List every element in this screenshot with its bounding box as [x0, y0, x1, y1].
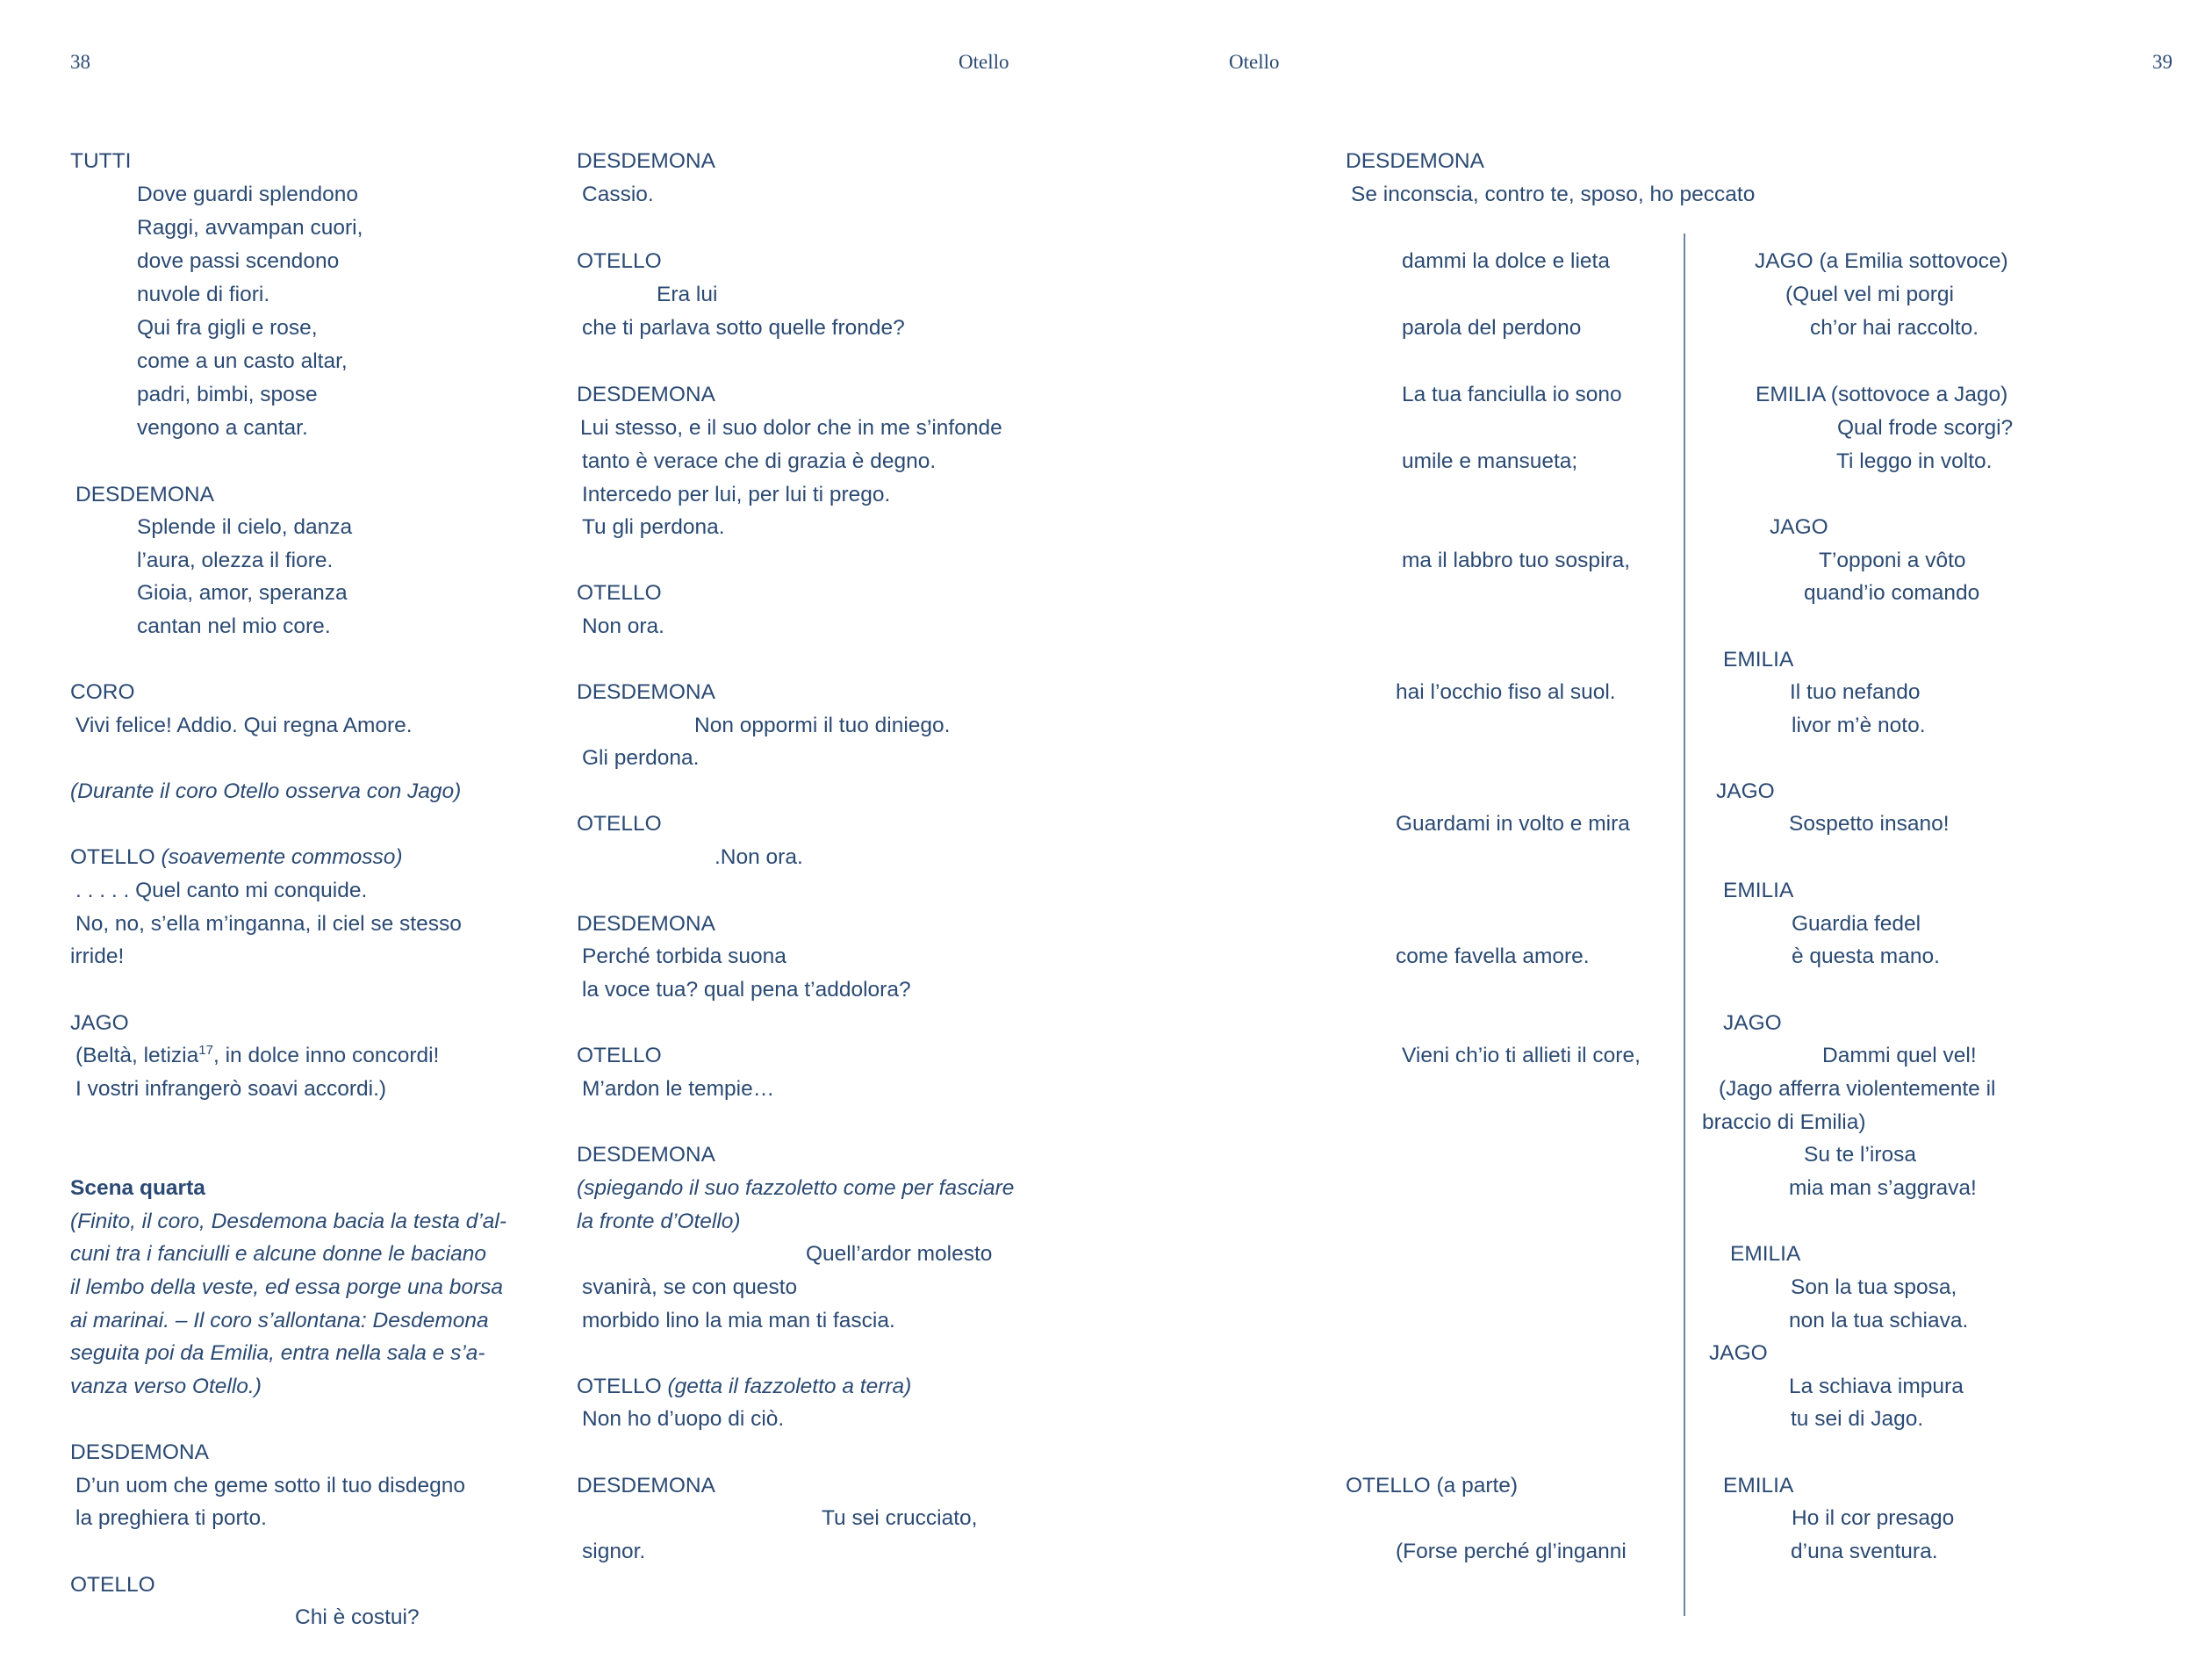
- speaker-desdemona: DESDEMONA: [577, 1474, 715, 1497]
- stage-direction: il lembo della veste, ed essa porge una borsa: [70, 1275, 504, 1299]
- verse-line: Gli perdona.: [582, 746, 700, 770]
- verse-line: padri, bimbi, spose: [137, 383, 318, 406]
- verse-line: Qual frode scorgi?: [1837, 416, 2014, 440]
- verse-line: l’aura, olezza il fiore.: [137, 549, 334, 572]
- stage-direction: cuni tra i fanciulli e alcune donne le baciano: [70, 1242, 486, 1266]
- verse-line: D’un uom che geme sotto il tuo disdegno: [75, 1474, 465, 1497]
- speaker-jago: JAGO: [1709, 1341, 1768, 1365]
- verse-line: .Non ora.: [715, 845, 803, 869]
- verse-line: come a un casto altar,: [137, 349, 348, 373]
- verse-line: che ti parlava sotto quelle fronde?: [582, 316, 905, 340]
- verse-line: No, no, s’ella m’inganna, il ciel se stesso: [75, 912, 462, 936]
- verse-line: Se inconscia, contro te, sposo, ho peccato: [1351, 183, 1756, 206]
- verse-line: Guardami in volto e mira: [1396, 812, 1630, 836]
- speaker-emilia: EMILIA (sottovoce a Jago): [1756, 383, 2008, 406]
- stage-direction: (Jago afferra violentemente il: [1719, 1077, 1996, 1101]
- speaker-desdemona: DESDEMONA: [577, 680, 715, 704]
- verse-line: M’ardon le tempie…: [582, 1077, 775, 1101]
- verse-line: (Forse perché gl’inganni: [1396, 1540, 1627, 1563]
- speaker-desdemona: DESDEMONA: [1346, 149, 1484, 173]
- speaker-emilia: EMILIA: [1723, 1474, 1794, 1497]
- verse-line: Raggi, avvampan cuori,: [137, 216, 363, 240]
- speaker-jago: JAGO: [1770, 515, 1828, 539]
- verse-line: . . . . . Quel canto mi conquide.: [75, 879, 368, 902]
- right-running-title: Otello: [1229, 51, 1280, 73]
- speaker-desdemona: DESDEMONA: [70, 1440, 209, 1464]
- verse-line: Perché torbida suona: [582, 944, 786, 968]
- speaker-otello: OTELLO: [577, 812, 662, 836]
- verse-line: hai l’occhio fiso al suol.: [1396, 680, 1616, 704]
- stage-direction: braccio di Emilia): [1702, 1110, 1866, 1134]
- verse-line: Gioia, amor, speranza: [137, 581, 348, 605]
- verse-line: vengono a cantar.: [137, 416, 308, 440]
- speaker-emilia: EMILIA: [1723, 648, 1794, 672]
- verse-line: Sospetto insano!: [1789, 812, 1950, 836]
- verse-line: tanto è verace che di grazia è degno.: [582, 449, 937, 473]
- speaker-name: OTELLO: [577, 1375, 662, 1398]
- stage-direction: (getta il fazzoletto a terra): [667, 1375, 912, 1398]
- speaker-desdemona: DESDEMONA: [75, 483, 214, 506]
- stage-direction: (soavemente commosso): [161, 845, 403, 869]
- verse-text: (Beltà, letizia: [75, 1044, 199, 1067]
- stage-direction: ai marinai. – Il coro s’allontana: Desdemona: [70, 1309, 489, 1332]
- speaker-tutti: TUTTI: [70, 149, 132, 173]
- stage-direction: (Durante il coro Otello osserva con Jago): [70, 779, 462, 803]
- verse-line: Son la tua sposa,: [1791, 1275, 1957, 1299]
- verse-line: La schiava impura: [1789, 1375, 1964, 1398]
- verse-line: Guardia fedel: [1792, 912, 1921, 936]
- speaker-otello: OTELLO: [577, 581, 662, 605]
- left-page-number: 38: [70, 51, 90, 73]
- footnote-marker: 17: [198, 1042, 213, 1058]
- verse-line: umile e mansueta;: [1402, 449, 1578, 473]
- verse-line: Chi è costui?: [295, 1605, 420, 1629]
- verse-line: Intercedo per lui, per lui ti prego.: [582, 483, 891, 506]
- verse-line: ch’or hai raccolto.: [1810, 316, 1979, 340]
- column-divider-rule: [1684, 233, 1685, 1616]
- right-page-number: 39: [2152, 51, 2172, 73]
- verse-line: d’una sventura.: [1791, 1540, 1938, 1563]
- verse-line: Non oppormi il tuo diniego.: [694, 714, 951, 737]
- verse-line: è questa mano.: [1792, 944, 1940, 968]
- verse-line: la voce tua? qual pena t’addolora?: [582, 978, 911, 1002]
- verse-line: Tu gli perdona.: [582, 515, 725, 539]
- verse-line: Cassio.: [582, 183, 654, 206]
- stage-direction: (Finito, il coro, Desdemona bacia la testa d’al-: [70, 1210, 507, 1233]
- verse-line: Lui stesso, e il suo dolor che in me s’infonde: [580, 416, 1002, 440]
- speaker-otello: [577, 1370, 911, 1404]
- verse-line: come favella amore.: [1396, 944, 1590, 968]
- speaker-jago: JAGO (a Emilia sottovoce): [1755, 249, 2008, 273]
- verse-line: non la tua schiava.: [1789, 1309, 1969, 1332]
- speaker-otello: [70, 841, 403, 874]
- verse-line: mia man s’aggrava!: [1789, 1176, 1977, 1200]
- verse-line: Quell’ardor molesto: [806, 1242, 993, 1266]
- speaker-jago: JAGO: [1723, 1011, 1782, 1035]
- verse-line: parola del perdono: [1402, 316, 1582, 340]
- verse-line: La tua fanciulla io sono: [1402, 383, 1622, 406]
- stage-direction: la fronte d’Otello): [577, 1210, 741, 1233]
- verse-line: Vieni ch’io ti allieti il core,: [1402, 1044, 1641, 1067]
- stage-direction: seguita poi da Emilia, entra nella sala e s’a-: [70, 1341, 485, 1365]
- verse-line: Ti leggo in volto.: [1836, 449, 1993, 473]
- verse-line: Ho il cor presago: [1792, 1506, 1955, 1530]
- speaker-coro: CORO: [70, 680, 135, 704]
- verse-line: signor.: [582, 1540, 646, 1563]
- verse-line: irride!: [70, 944, 125, 968]
- verse-line: Dove guardi splendono: [137, 183, 358, 206]
- speaker-emilia: EMILIA: [1730, 1242, 1801, 1266]
- verse-line: tu sei di Jago.: [1791, 1407, 1924, 1431]
- verse-line: (Quel vel mi porgi: [1785, 283, 1954, 306]
- speaker-name: OTELLO: [70, 845, 155, 869]
- scene-title: Scena quarta: [70, 1176, 205, 1200]
- verse-line: T’opponi a vôto: [1819, 549, 1966, 572]
- verse-line: Il tuo nefando: [1790, 680, 1921, 704]
- verse-line: [75, 1039, 439, 1073]
- verse-line: Splende il cielo, danza: [137, 515, 353, 539]
- verse-text: , in dolce inno concordi!: [212, 1044, 440, 1067]
- verse-line: dove passi scendono: [137, 249, 340, 273]
- verse-line: Qui fra gigli e rose,: [137, 316, 318, 340]
- verse-line: Era lui: [657, 283, 718, 306]
- verse-line: morbido lino la mia man ti fascia.: [582, 1309, 895, 1332]
- left-running-title: Otello: [959, 51, 1009, 73]
- speaker-otello: OTELLO: [70, 1573, 155, 1597]
- verse-line: quand’io comando: [1804, 581, 1980, 605]
- speaker-otello-aside: OTELLO (a parte): [1346, 1474, 1519, 1497]
- verse-line: Tu sei crucciato,: [822, 1506, 978, 1530]
- speaker-desdemona: DESDEMONA: [577, 149, 715, 173]
- speaker-emilia: EMILIA: [1723, 879, 1794, 902]
- verse-line: svanirà, se con questo: [582, 1275, 798, 1299]
- verse-line: Vivi felice! Addio. Qui regna Amore.: [75, 714, 413, 737]
- verse-line: ma il labbro tuo sospira,: [1402, 549, 1631, 572]
- speaker-otello: OTELLO: [577, 1044, 662, 1067]
- verse-line: Dammi quel vel!: [1822, 1044, 1977, 1067]
- verse-line: I vostri infrangerò soavi accordi.): [75, 1077, 387, 1101]
- verse-line: dammi la dolce e lieta: [1402, 249, 1610, 273]
- verse-line: Non ho d’uopo di ciò.: [582, 1407, 785, 1431]
- speaker-jago: JAGO: [70, 1011, 129, 1035]
- verse-line: cantan nel mio core.: [137, 614, 331, 638]
- speaker-desdemona: DESDEMONA: [577, 912, 715, 936]
- verse-line: Non ora.: [582, 614, 664, 638]
- verse-line: livor m’è noto.: [1792, 714, 1926, 737]
- speaker-jago: JAGO: [1716, 779, 1775, 803]
- verse-line: Su te l’irosa: [1804, 1143, 1917, 1167]
- verse-line: la preghiera ti porto.: [75, 1506, 267, 1530]
- speaker-desdemona: DESDEMONA: [577, 383, 715, 406]
- stage-direction: vanza verso Otello.): [70, 1375, 262, 1398]
- speaker-otello: OTELLO: [577, 249, 662, 273]
- speaker-desdemona: DESDEMONA: [577, 1143, 715, 1167]
- stage-direction: (spiegando il suo fazzoletto come per fasciare: [577, 1176, 1015, 1200]
- verse-line: nuvole di fiori.: [137, 283, 270, 306]
